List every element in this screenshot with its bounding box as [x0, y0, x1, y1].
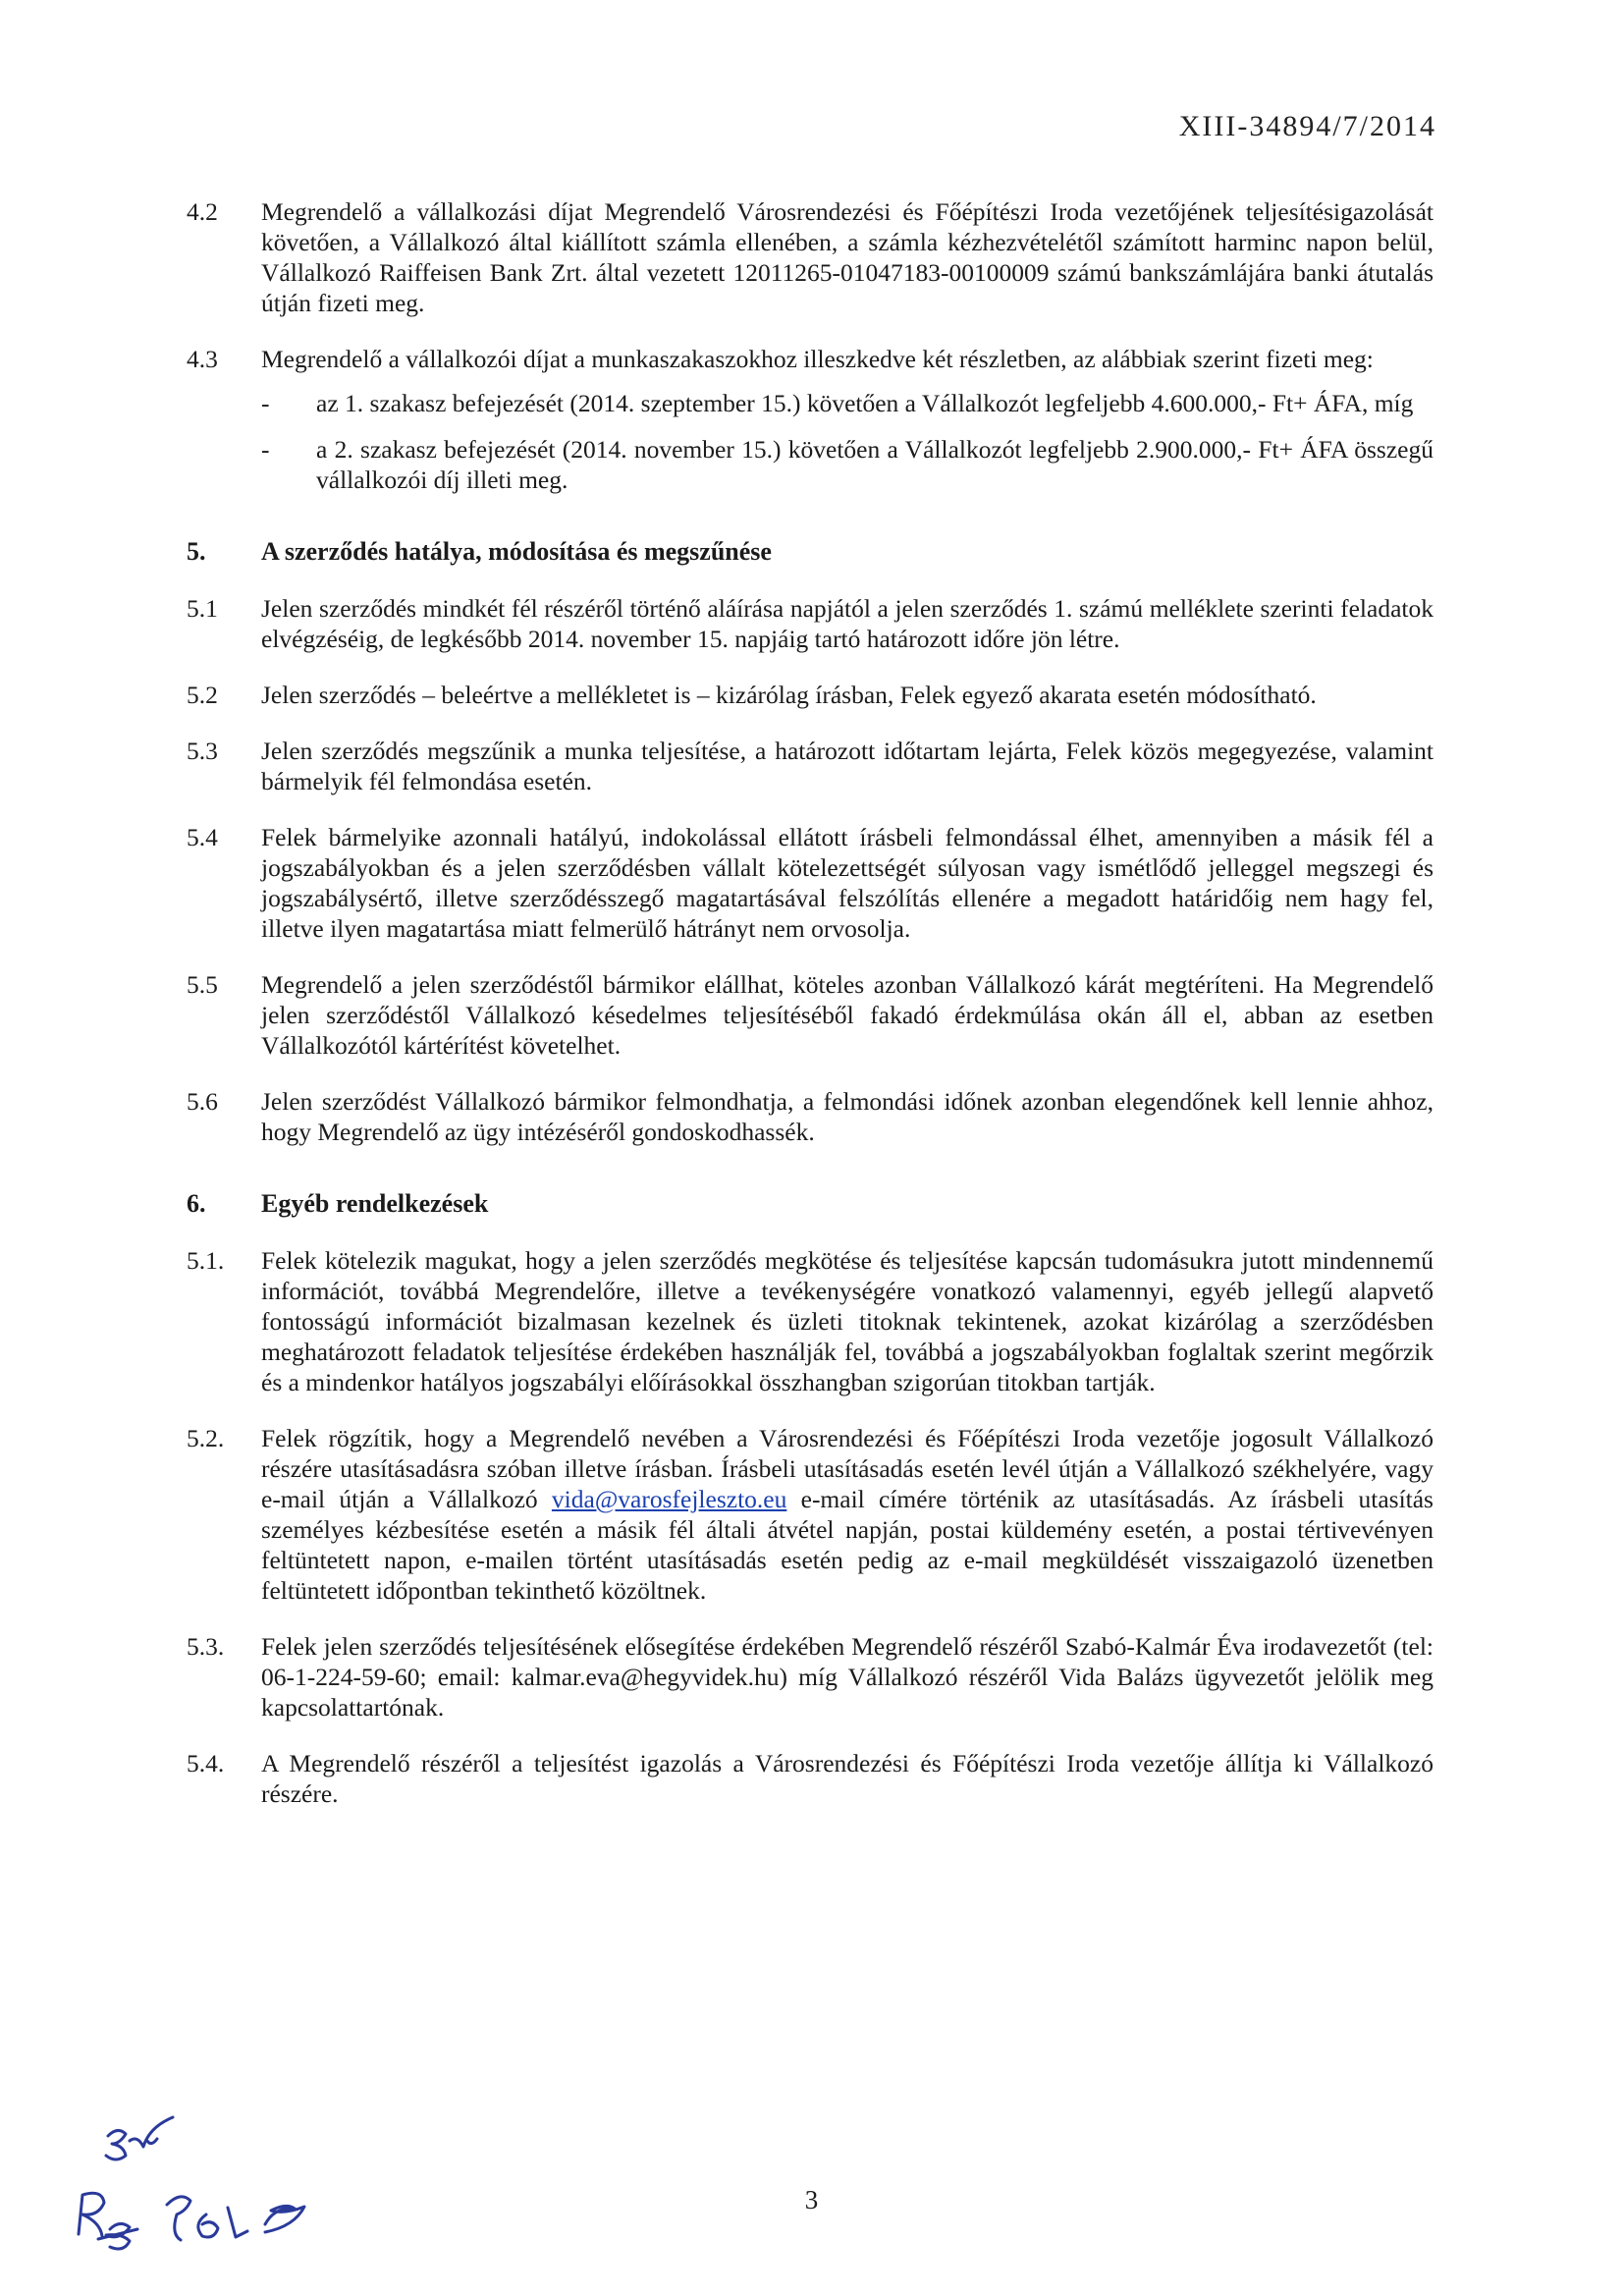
section-text: Felek jelen szerződés teljesítésének elősegítése érdekében Megrendelő részéről Szabó-Kalmár Éva irodavezetőt (tel: 06-1-224-59-60; email: kalmar.eva@hegyvidek.hu) míg Vállalkozó részéről Vida Balázs ügyvezetőt jelölik meg kapcsolattartónak.: [261, 1632, 1434, 1722]
section-text: [261, 1423, 1434, 1606]
section-number: 4.3: [187, 345, 218, 373]
section-6-instructions: [187, 1423, 1434, 1606]
section-6-certification: [187, 1748, 1434, 1809]
section-text: Megrendelő a vállalkozási díjat Megrendelő Városrendezési és Főépítészi Iroda vezetőjének teljesítésigazolását követően, a Vállalkozó által kiállított számla ellenében, a számla kézhezvételétől számított harminc napon belül, Vállalkozó Raiffeisen Bank Zrt. által vezetett 12011265-01047183-00100009 számú bankszámlájára banki átutalás útján fizeti meg.: [261, 197, 1434, 317]
text-after-email: e-mail címére történik az utasításadás. Az írásbeli utasítás személyes kézbesítése esetén a másik fél általi átvétel napján, postai küldemény esetén, a postai tértivevényen feltüntetett napon, e-mailen történt utasításadás esetén pedig az e-mail megküldését visszaigazoló üzenetben feltüntetett időpontban tekinthető közöltnek.: [261, 1485, 1434, 1605]
section-text: Megrendelő a jelen szerződéstől bármikor elállhat, köteles azonban Vállalkozó kárát megtéríteni. Ha Megrendelő jelen szerződéstől Vállalkozó késedelmes teljesítéséből fakadó érdekmúlása okán áll el, abban az esetben Vállalkozótól kártérítést követelhet.: [261, 970, 1434, 1060]
heading-title: A szerződés hatálya, módosítása és megszűnése: [261, 537, 772, 566]
section-number: 5.1: [187, 594, 218, 623]
section-4-3: [187, 344, 1434, 374]
section-text: Jelen szerződés – beleértve a mellékletet is – kizárólag írásban, Felek egyező akarata esetén módosítható.: [261, 681, 1317, 709]
page-number: 3: [804, 2185, 819, 2214]
section-number: 5.3: [187, 737, 218, 765]
section-number: 5.4.: [187, 1749, 225, 1777]
heading-section-5: [187, 536, 1434, 568]
list-item-text: az 1. szakasz befejezését (2014. szeptember 15.) követően a Vállalkozót legfeljebb 4.600.000,- Ft+ ÁFA, míg: [316, 389, 1414, 417]
section-number: 5.2.: [187, 1424, 225, 1452]
dash-marker: -: [261, 435, 270, 464]
section-5-3: [187, 736, 1434, 796]
dash-marker: -: [261, 389, 270, 417]
document-reference-number: XIII-34894/7/2014: [1178, 110, 1436, 142]
section-number: 5.2: [187, 681, 218, 709]
section-text: Megrendelő a vállalkozói díjat a munkaszakaszokhoz illeszkedve két részletben, az alábbiak szerint fizeti meg:: [261, 345, 1374, 373]
section-text: Jelen szerződést Vállalkozó bármikor felmondhatja, a felmondási időnek azonban elegendőnek kell lennie ahhoz, hogy Megrendelő az ügy intézéséről gondoskodhassék.: [261, 1087, 1434, 1146]
section-text: Felek kötelezik magukat, hogy a jelen szerződés megkötése és teljesítése kapcsán tudomásukra jutott mindennemű információt, továbbá Megrendelőre, illetve a tevékenységére vonatkozó valamennyi, egyéb jellegű alapvető fontosságú információt bizalmasan kezelnek és üzleti titoknak tekintenek, azokat kizárólag a szerződésben meghatározott feladatok teljesítése érdekében használják fel, továbbá a jogszabályokban foglaltak szerint megőrzik és a mindenkor hatályos jogszabályi előírásokkal összhangban szigorúan titokban tartják.: [261, 1246, 1434, 1396]
section-5-4: [187, 822, 1434, 944]
heading-section-6: [187, 1188, 1434, 1220]
section-number: 5.5: [187, 970, 218, 999]
list-item: [261, 388, 1434, 418]
section-text: Felek bármelyike azonnali hatályú, indokolással ellátott írásbeli felmondással élhet, amennyiben a másik fél a jogszabályokban és a jelen szerződésben vállalt kötelezettségét súlyosan vagy ismétlődő jelleggel megszegi és jogszabálysértő, illetve szerződésszegő magatartásával felszólítás ellenére a megadott határidőig nem hagy fel, illetve ilyen magatartása miatt felmerülő hátrányt nem orvosolja.: [261, 823, 1434, 943]
payment-installments-list: [261, 388, 1434, 495]
section-number: 5.6: [187, 1087, 218, 1116]
section-number: 5.1.: [187, 1246, 225, 1275]
section-number: 5.3.: [187, 1632, 225, 1661]
section-number: 4.2: [187, 197, 218, 226]
section-4-2: [187, 196, 1434, 318]
list-item-text: a 2. szakasz befejezését (2014. november 15.) követően a Vállalkozót legfeljebb 2.900.000,- Ft+ ÁFA összegű vállalkozói díj illeti meg.: [316, 435, 1434, 494]
heading-number: 5.: [187, 537, 206, 566]
section-6-confidentiality: [187, 1245, 1434, 1397]
section-5-1: [187, 593, 1434, 654]
section-5-2: [187, 680, 1434, 710]
section-text: Jelen szerződés megszűnik a munka teljesítése, a határozott időtartam lejárta, Felek közös megegyezése, valamint bármelyik fél felmondása esetén.: [261, 737, 1434, 795]
section-text: A Megrendelő részéről a teljesítést igazolás a Városrendezési és Főépítészi Iroda vezetője állítja ki Vállalkozó részére.: [261, 1749, 1434, 1808]
text-before-email: Felek rögzítik, hogy a Megrendelő nevében a Városrendezési és Főépítészi Iroda vezetője jogosult Vállalkozó részére utasításadásra szóban illetve írásban. Írásbeli utasításadás esetén levél útján a Vállalkozó székhelyére, vagy e-mail útján a Vállalkozó: [261, 1424, 1434, 1513]
email-link[interactable]: vida@varosfejleszto.eu: [551, 1485, 787, 1513]
document-body: [187, 196, 1434, 1834]
heading-number: 6.: [187, 1189, 206, 1218]
section-text: Jelen szerződés mindkét fél részéről történő aláírása napjától a jelen szerződés 1. számú melléklete szerinti feladatok elvégzéséig, de legkésőbb 2014. november 15. napjáig tartó határozott időre jön létre.: [261, 594, 1434, 653]
heading-title: Egyéb rendelkezések: [261, 1189, 489, 1218]
section-5-5: [187, 969, 1434, 1061]
section-6-contacts: [187, 1631, 1434, 1722]
section-number: 5.4: [187, 823, 218, 851]
section-5-6: [187, 1086, 1434, 1147]
list-item: [261, 434, 1434, 495]
